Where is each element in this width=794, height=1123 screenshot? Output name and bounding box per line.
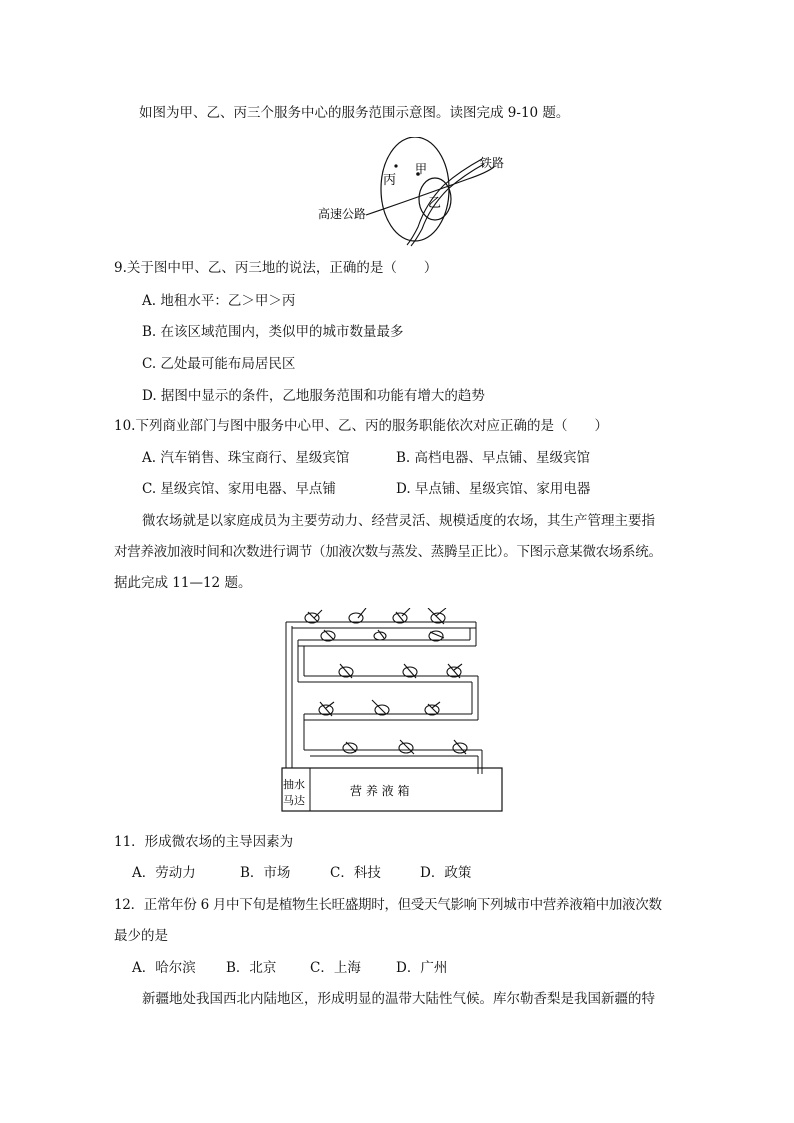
q9-option-d: D. 据图中显示的条件，乙地服务范围和功能有增大的趋势 [142,388,485,404]
tray-5 [304,750,482,774]
tank-label: 营 养 液 箱 [350,784,410,798]
q10-stem: 10.下列商业部门与图中服务中心甲、乙、丙的服务职能依次对应正确的是（ ） [114,418,608,434]
q11-stem: 11．形成微农场的主导因素为 [114,834,294,850]
q12-stem-line2: 最少的是 [114,928,168,944]
q10-option-c: C. 星级宾馆、家用电器、早点铺 [142,481,336,497]
bing-point [394,164,397,167]
label-jia: 甲 [415,162,428,176]
q10-option-a: A. 汽车销售、珠宝商行、星级宾馆 [142,450,350,466]
q12-stem-line1: 12．正常年份 6 月中下旬是植物生长旺盛期时，但受天气影响下列城市中营养液箱中加液次数 [114,897,662,913]
intro-farm-line3: 据此完成 11—12 题。 [114,575,252,591]
q12-option-d: D．广州 [396,960,448,976]
q12-option-a: A．哈尔滨 [132,960,196,976]
q9-stem: 9.关于图中甲、乙、丙三地的说法，正确的是（ ） [114,260,438,276]
q11-option-d: D．政策 [420,865,472,881]
q12-option-c: C．上海 [310,960,361,976]
plants [305,608,467,754]
tray-4 [304,714,478,750]
label-railway: 铁路 [480,156,505,170]
q10-option-b: B. 高档电器、早点铺、星级宾馆 [396,450,591,466]
intro-service-question: 如图为甲、乙、丙三个服务中心的服务范围示意图。读图完成 9-10 题。 [139,105,570,121]
service-range-diagram [318,137,518,247]
intro-xinjiang: 新疆地处我国西北内陆地区，形成明显的温带大陆性气候。库尔勒香梨是我国新疆的特 [142,991,655,1007]
pump-label-2: 马达 [283,794,305,807]
micro-farm-diagram [268,608,508,813]
q12-option-b: B．北京 [226,960,277,976]
q11-option-a: A．劳动力 [132,865,196,881]
intro-farm-line1: 微农场就是以家庭成员为主要劳动力、经营灵活、规模适度的农场，其生产管理主要指 [142,513,655,529]
label-highway: 高速公路 [318,207,367,221]
q10-option-d: D. 早点铺、星级宾馆、家用电器 [396,481,591,497]
q9-option-c: C. 乙处最可能布局居民区 [142,356,296,372]
label-bing: 丙 [383,173,397,188]
q9-option-b: B. 在该区域范围内，类似甲的城市数量最多 [142,324,404,340]
pump-label-1: 抽水 [283,778,305,791]
q11-option-b: B．市场 [240,865,291,881]
q9-option-a: A. 地租水平：乙＞甲＞丙 [142,293,296,309]
q11-option-c: C．科技 [330,865,381,881]
intro-farm-line2: 对营养液加液时间和次数进行调节（加液次数与蒸发、蒸腾呈正比）。下图示意某微农场系统。 [114,544,662,560]
label-yi: 乙 [428,196,442,211]
tray-3 [298,676,478,720]
